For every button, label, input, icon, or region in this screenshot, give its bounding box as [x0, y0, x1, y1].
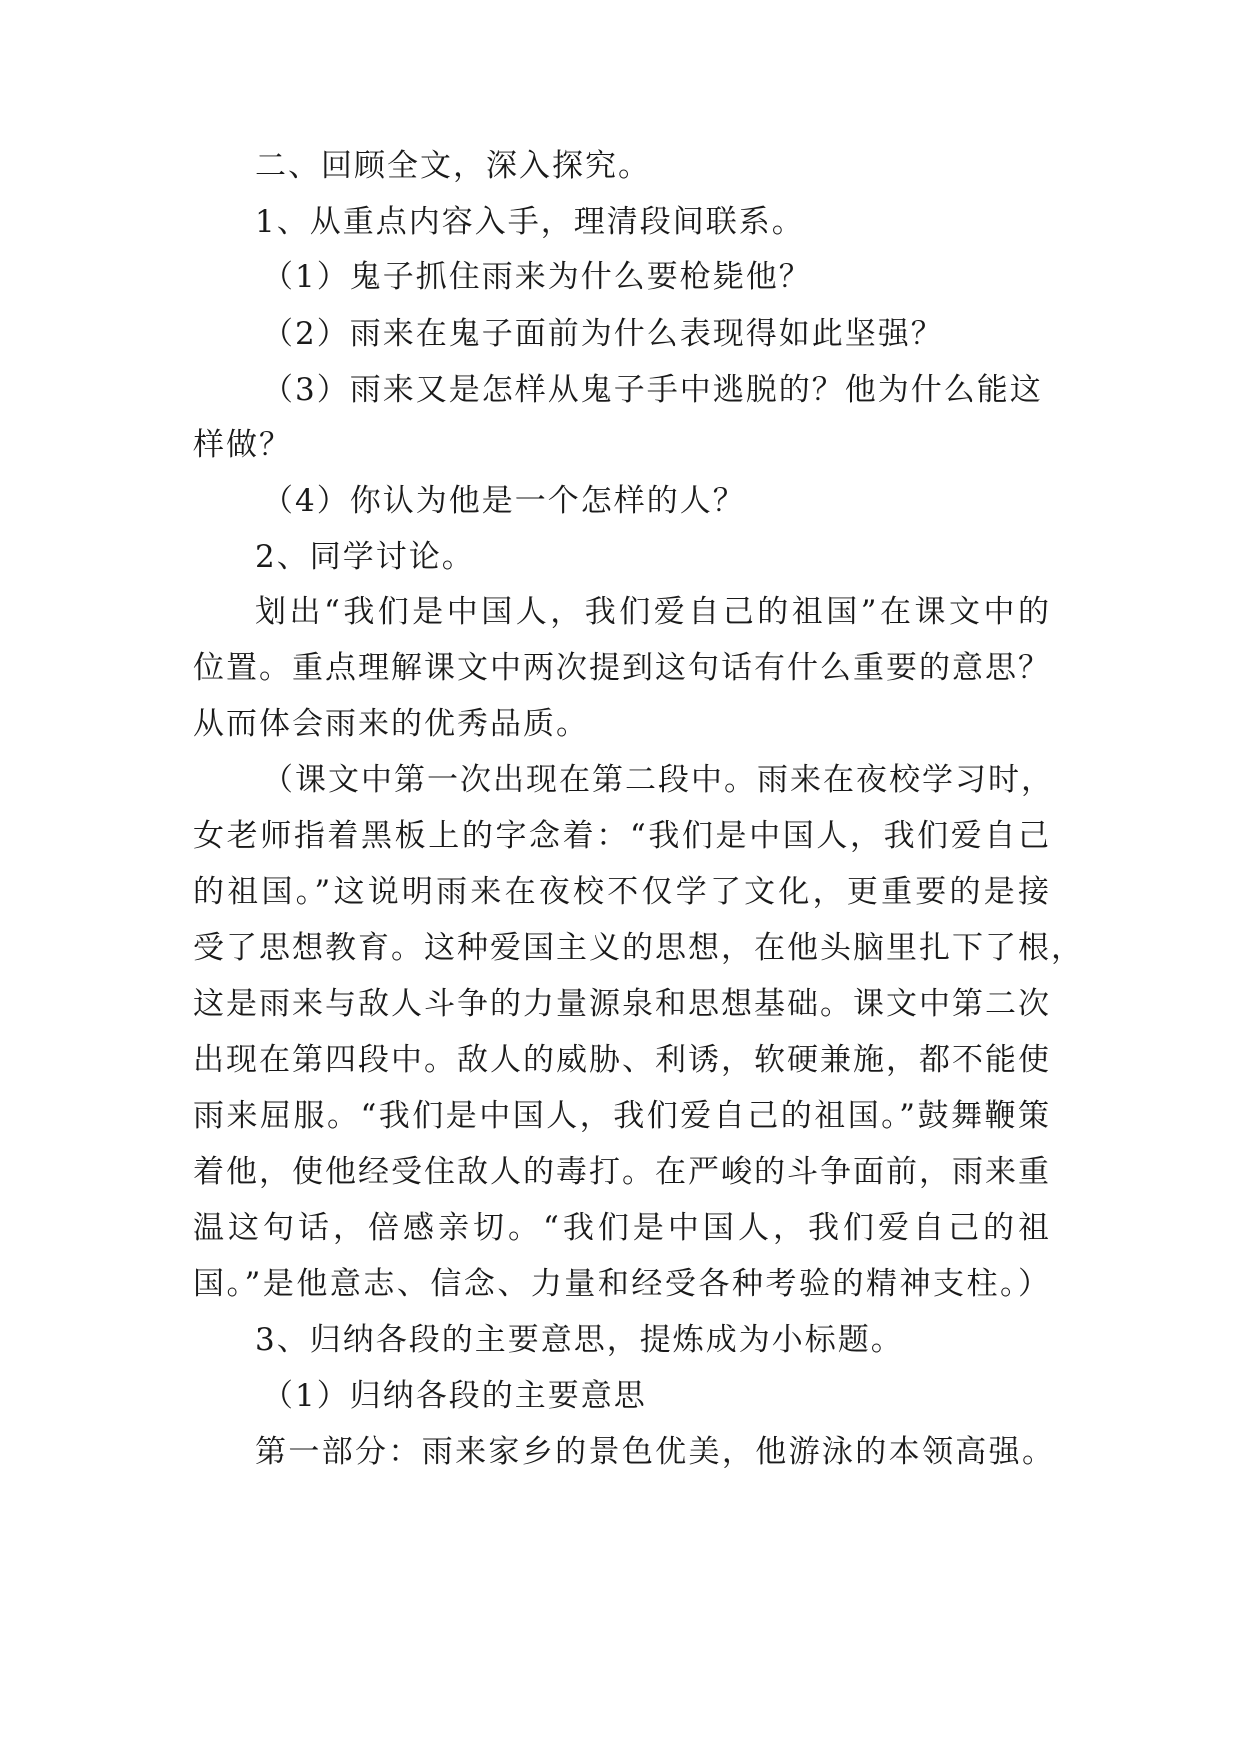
question-item-continuation: 样做？ [193, 427, 292, 463]
paragraph-line: 的祖国。”这说明雨来在夜校不仅学了文化，更重要的是接 [193, 874, 1051, 910]
section-heading: 二、回顾全文，深入探究。 [255, 148, 651, 184]
subsection-heading: 3、归纳各段的主要意思，提炼成为小标题。 [255, 1322, 904, 1358]
paragraph-line: （课文中第一次出现在第二段中。雨来在夜校学习时， [262, 762, 1054, 798]
paragraph-line: 雨来屈服。“我们是中国人，我们爱自己的祖国。”鼓舞鞭策 [193, 1098, 1051, 1134]
paragraph-line: 温这句话，倍感亲切。“我们是中国人，我们爱自己的祖 [193, 1210, 1051, 1246]
question-item: （4）你认为他是一个怎样的人？ [262, 483, 746, 519]
subsection-heading: 1、从重点内容入手，理清段间联系。 [255, 204, 805, 240]
paragraph-line: 第一部分：雨来家乡的景色优美，他游泳的本领高强。 [255, 1434, 1055, 1470]
question-item: （3）雨来又是怎样从鬼子手中逃脱的？他为什么能这 [262, 372, 1043, 408]
paragraph-line: 这是雨来与敌人斗争的力量源泉和思想基础。课文中第二次 [193, 986, 1051, 1022]
paragraph-line: 受了思想教育。这种爱国主义的思想，在他头脑里扎下了根， [193, 930, 1084, 966]
paragraph-line: 女老师指着黑板上的字念着：“我们是中国人，我们爱自己 [193, 818, 1051, 854]
paragraph-line: 着他，使他经受住敌人的毒打。在严峻的斗争面前，雨来重 [193, 1154, 1051, 1190]
subsection-heading: 2、同学讨论。 [255, 539, 475, 575]
paragraph-line: 从而体会雨来的优秀品质。 [193, 706, 589, 742]
paragraph-line: 出现在第四段中。敌人的威胁、利诱，软硬兼施，都不能使 [193, 1042, 1051, 1078]
question-item: （1）鬼子抓住雨来为什么要枪毙他？ [262, 259, 812, 295]
question-item: （1）归纳各段的主要意思 [262, 1378, 647, 1414]
question-item: （2）雨来在鬼子面前为什么表现得如此坚强？ [262, 316, 944, 352]
paragraph-line: 划出“我们是中国人，我们爱自己的祖国”在课文中的 [255, 594, 1051, 630]
paragraph-line: 位置。重点理解课文中两次提到这句话有什么重要的意思？ [193, 650, 1051, 686]
paragraph-line: 国。”是他意志、信念、力量和经受各种考验的精神支柱。） [193, 1266, 1051, 1302]
